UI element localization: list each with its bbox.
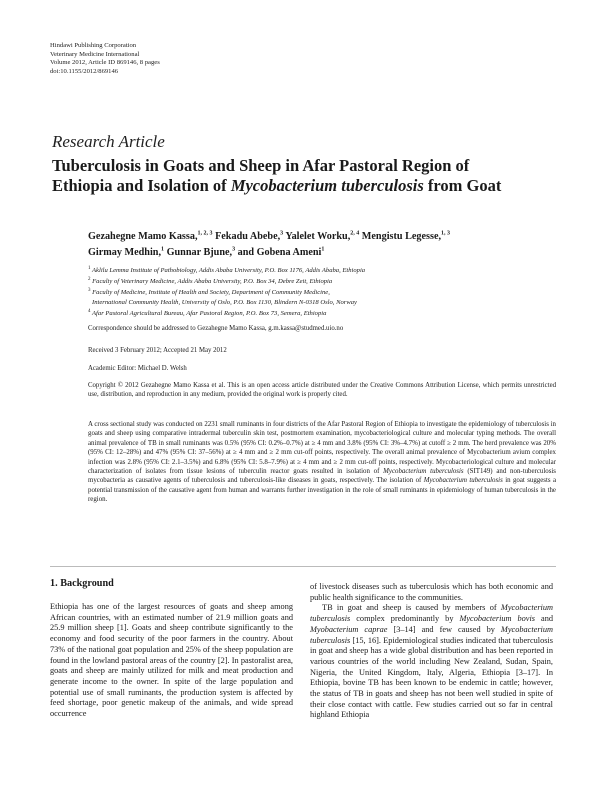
author: Fekadu Abebe,$^3$ [212,231,284,243]
paper-title [52,156,572,196]
title-text: Ethiopia and Isolation of [52,176,231,195]
body-column-right [310,582,553,721]
received-dates: Received 3 February 2012; Accepted 21 May 2012 [88,347,227,354]
affiliations [88,264,568,318]
doi: doi:10.1155/2012/869146 [50,67,119,75]
title-species: Mycobacterium tuberculosis [230,176,424,195]
correspondence: Correspondence should be addressed to Gezahegne Mamo Kassa, g.m.kassa@studmed.uio.no [88,325,344,332]
paragraph: of livestock diseases such as tuberculosis which has both economic and public health significance to the communities. [310,582,553,602]
affiliation: $^3$ Faculty of Medicine, Institute of Health and Society, Department of Community Medicine, [88,288,330,297]
journal-name: Veterinary Medicine International [50,50,140,58]
author: Yalelet Worku,$^{2, 4}$ [283,231,360,243]
affiliation: International Community Health, University of Oslo, P.O. Box 1130, Blindern N-0318 Oslo, Norway [92,298,357,306]
body-column-left [50,602,293,720]
title-text: from Goat [423,176,502,195]
abstract: A cross sectional study was conducted on 2231 small ruminants in four districts of the Afar Pastoral Region of Ethiopia to investigate the epidemiology of tuberculosis in goats and sheep using comparative intradermal tuberculin skin test, postmortem examination, mycobacteriological culture and molecular typing methods. The overall animal prevalence of TB in small ruminants was 0.5% (95% CI: 0.2%–0.7%) at ≥ 4 mm and 3.8% (95% CI: 3%–4.7%) at cutoff ≥ 2 mm. The herd prevalence was 20% (95% CI: 12–28%) and 47% (95% CI: 37–56%) at ≥ 4 mm and ≥ 2 mm cut-off points, respectively. The overall animal prevalence of Mycobacterium avium complex infection was 2.8% (95% CI: 2.1–3.5%) and 6.8% (95% CI: 5.8–7.9%) at ≥ 4 mm and ≥ 2 mm cut-off points, respectively. Mycobacteriological culture and molecular characterization of isolates from tissue lesions of tuberculin reactor goats resulted in isolation of Mycobacterium tuberculosis (SIT149) and non-tuberculosis mycobacteria as causative agents of tuberculosis and tuberculosis-like diseases in goats, respectively. The isolation of Mycobacterium tuberculosis in goat suggests a potential transmission of the causative agent from human and warrants further investigation in the role of small ruminants in epidemiology of human tuberculosis in the region. [88,421,556,504]
author: and Gobena Ameni$^1$ [235,246,325,259]
affiliation: $^4$ Afar Pastoral Agricultural Bureau, Afar Pastoral Region, P.O. Box 73, Semera, Ethiopia [88,308,327,317]
author: Mengistu Legesse,$^{1, 3}$ [359,231,451,243]
author-list [88,228,558,260]
author: Gezahegne Mamo Kassa,$^{1, 2, 3}$ [88,231,213,243]
paragraph: TB in goat and sheep is caused by members of Mycobacterium tuberculosis complex predominantly by Mycobacterium bovis and Myobacterium caprae [3–14] and few caused by Mycobacterium tuberculosis [15, 16]. Epidemiological studies indicated that tuberculosis in goat and sheep has a wide global distribution and has been reported in various countries of the world including New Zealand, Sudan, Spain, Nigeria, the United Kingdom, Italy, Algeria, Ethiopia [3–17]. In Ethiopia, bovine TB has been known to be endemic in cattle; however, the status of TB in goats and sheep has not been well studied in spite of their close contact with cattle. Few studies carried out so far in central highland Ethiopia [310,603,553,720]
author: Girmay Medhin,$^1$ [88,246,165,259]
publisher: Hindawi Publishing Corporation [50,42,137,49]
author: Gunnar Bjune,$^3$ [164,246,236,259]
copyright-notice: Copyright © 2012 Gezahegne Mamo Kassa et al. This is an open access article distributed under the Creative Commons Attribution License, which permits unrestricted use, distribution, and reproduction in any medium, provided the original work is properly cited. [88,382,556,399]
section-heading: 1. Background [50,578,114,589]
affiliation: $^2$ Faculty of Veterinary Medicine, Addis Ababa University, P.O. Box 34, Debre Zeit, Ethiopia [88,277,333,286]
affiliation: $^1$ Aklilu Lemma Institute of Pathobiology, Addis Ababa University, P.O. Box 1176, Addis Ababa, Ethiopia [88,266,366,275]
title-line-1: Tuberculosis in Goats and Sheep in Afar Pastoral Region of [52,156,470,175]
title-line-2 [52,176,572,196]
divider [50,566,556,567]
article-type: Research Article [52,132,165,151]
volume-info: Volume 2012, Article ID 869146, 8 pages [50,59,160,67]
academic-editor: Academic Editor: Michael D. Welsh [88,365,187,372]
paragraph: Ethiopia has one of the largest resources of goats and sheep among African countries, with an estimated number of 21.9 million goats and 25.9 million sheep [1]. Goats and sheep contribute significantly to the economy and food security of the poor farmers in the country. About 73% of the national goat population and 25% of the sheep population are found in the lowland pastoral areas of the country [2]. In pastoralist area, goats and sheep are mainly utilized for milk and meat production and generate income to the owner. In spite of the large population and potential use of small ruminants, the production system is affected by feed shortage, poor genetic makeup of the animals, and wide spread occurrence [50,602,293,719]
journal-header [50,42,160,76]
